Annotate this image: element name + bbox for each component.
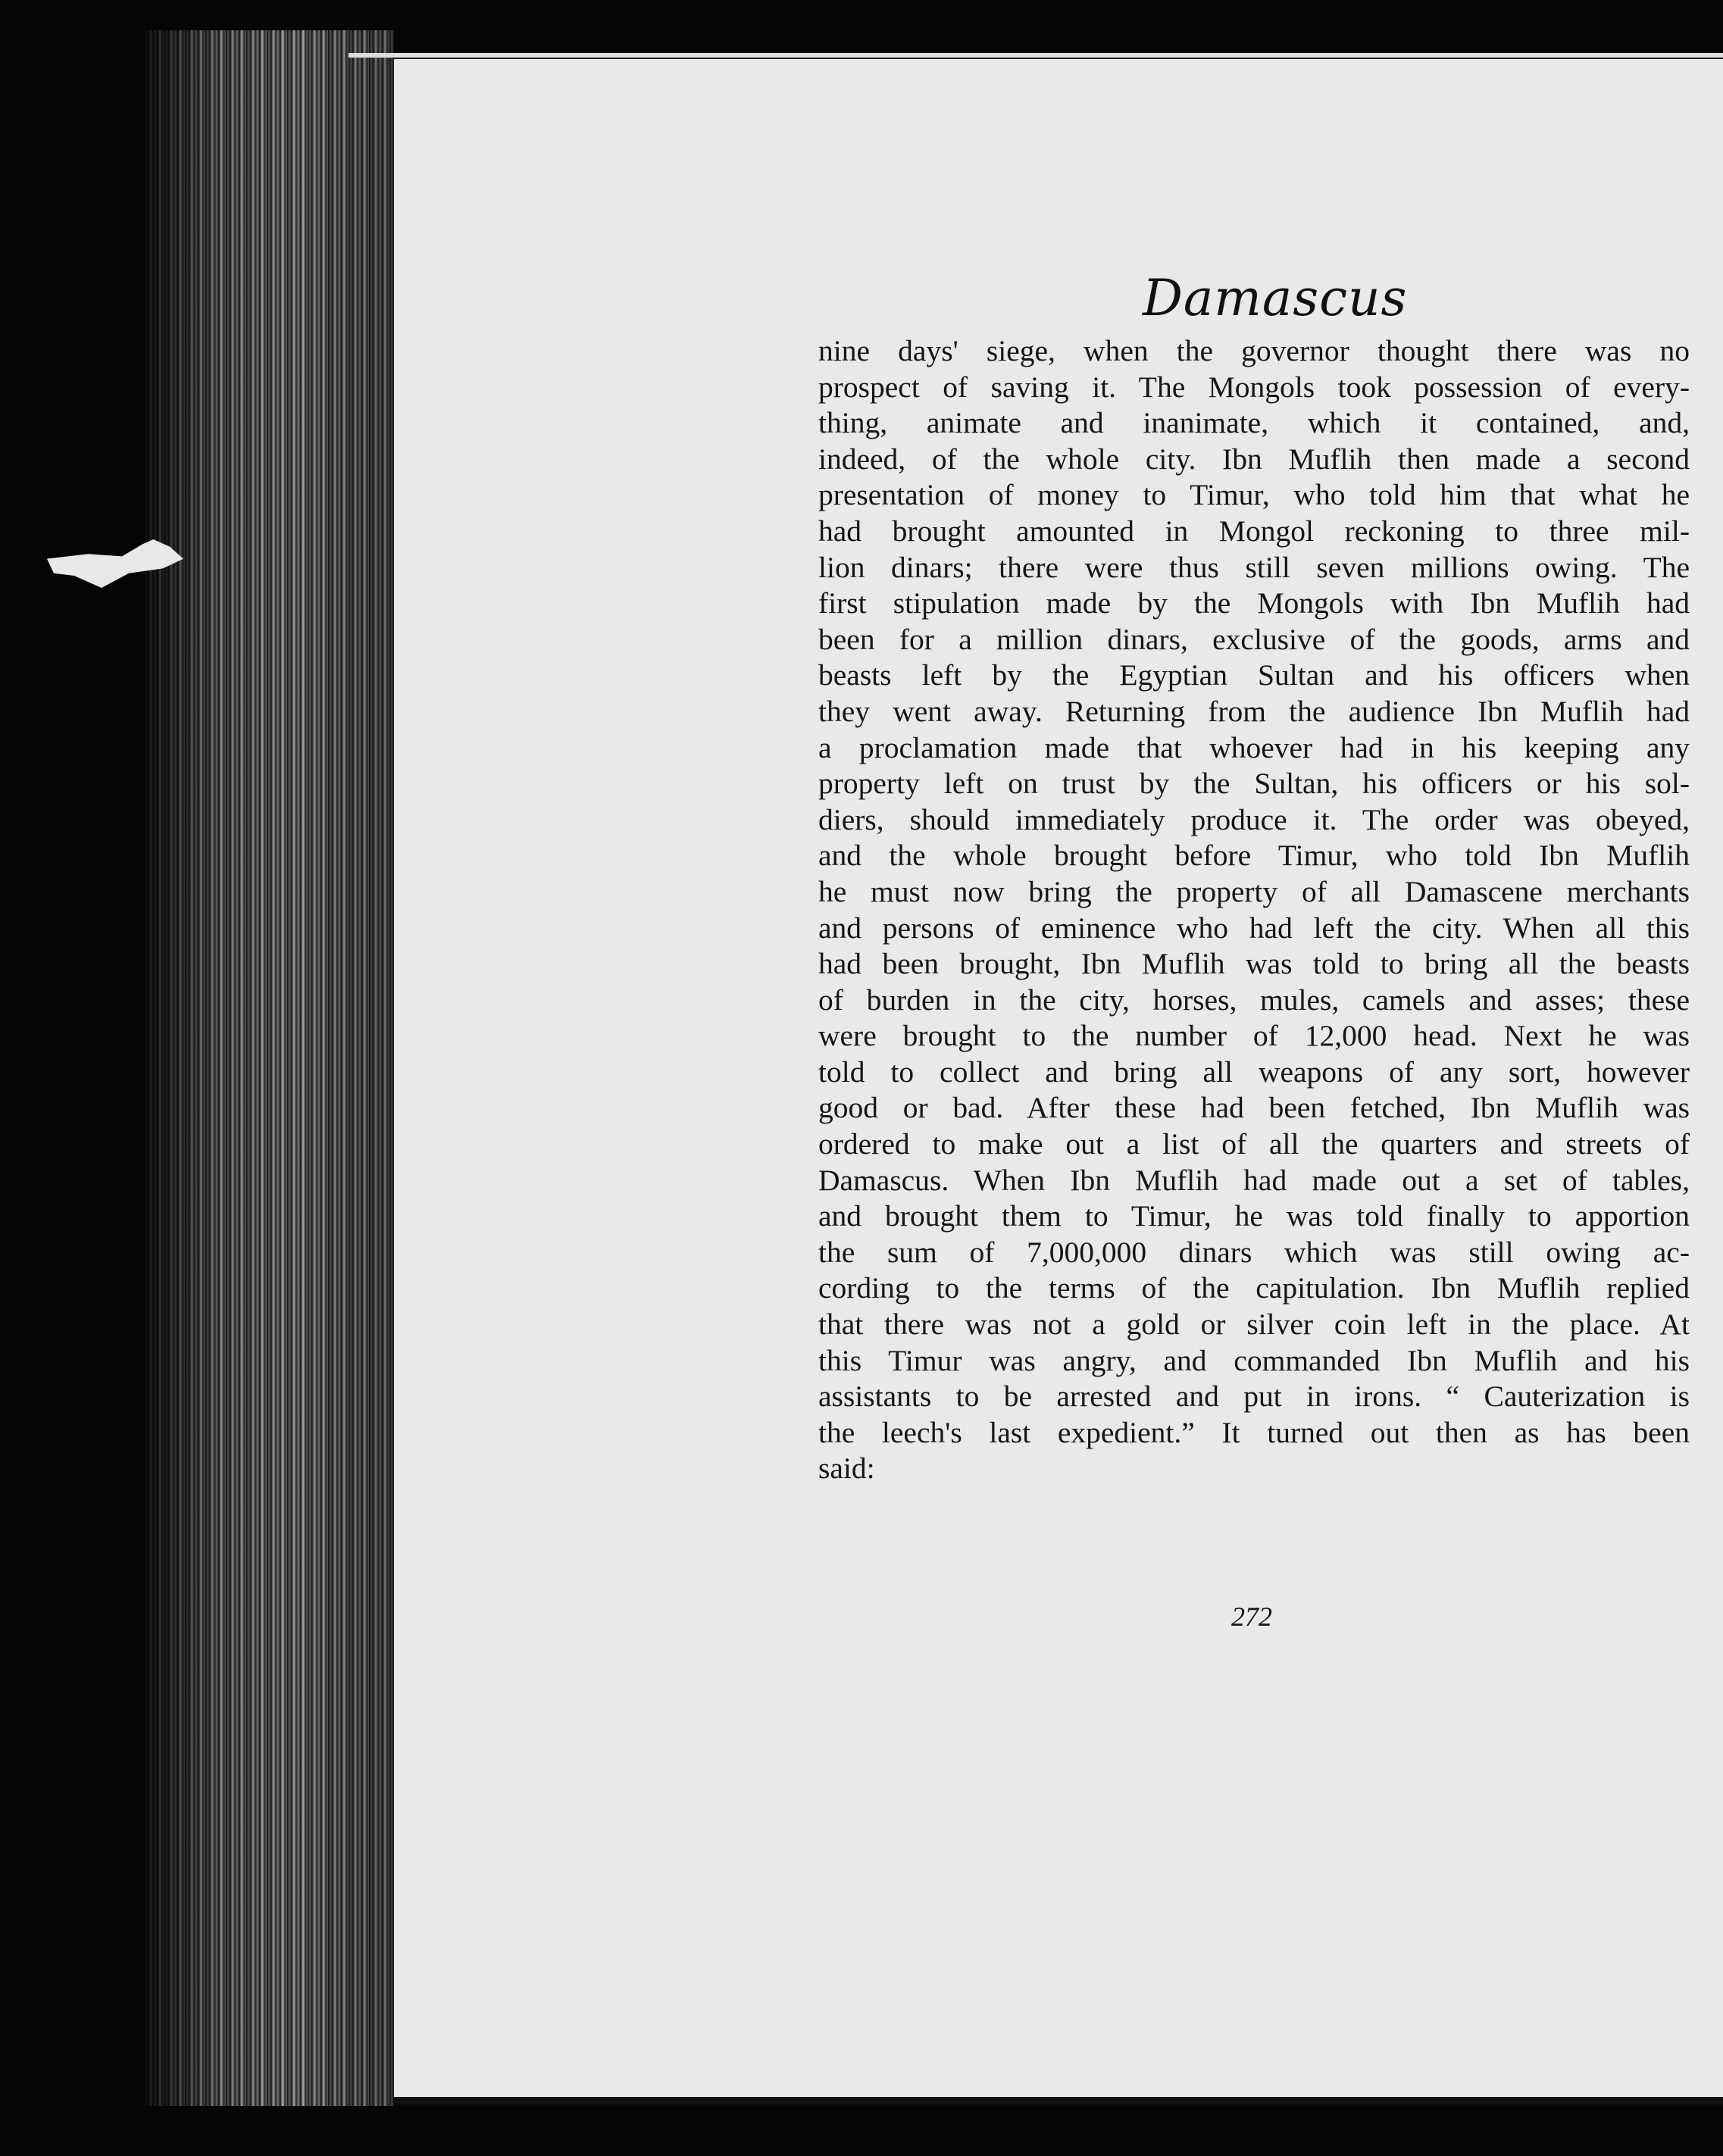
text-line: had been brought, Ibn Muflih was told to bring all the beasts [818, 947, 1690, 981]
text-line: and persons of eminence who had left the city. When all this [818, 911, 1690, 945]
text-line: told to collect and bring all weapons of any sort, however [818, 1055, 1690, 1089]
running-head: Damascus [1143, 269, 1408, 327]
text-line: and the whole brought before Timur, who told Ibn Muflih [818, 839, 1690, 873]
text-line: the leech's last expedient.” It turned out then as has been [818, 1415, 1690, 1449]
page-bottom-edge [394, 2097, 1723, 2104]
text-line: been for a million dinars, exclusive of the goods, arms and [818, 622, 1690, 656]
text-line: thing, animate and inanimate, which it contained, and, [818, 406, 1690, 440]
page-number: 272 [1231, 1601, 1272, 1632]
text-line: the sum of 7,000,000 dinars which was still owing ac- [818, 1235, 1690, 1269]
text-line: ordered to make out a list of all the quarters and streets of [818, 1127, 1690, 1161]
text-line: assistants to be arrested and put in irons. “ Cauterization is [818, 1380, 1690, 1414]
text-line: indeed, of the whole city. Ibn Muflih then made a second [818, 442, 1690, 476]
text-line: first stipulation made by the Mongols with Ibn Muflih had [818, 586, 1690, 620]
text-line: cording to the terms of the capitulation. Ibn Muflih replied [818, 1271, 1690, 1305]
text-line: of burden in the city, horses, mules, camels and asses; these [818, 983, 1690, 1017]
text-line: prospect of saving it. The Mongols took possession of every- [818, 370, 1690, 404]
text-line: he must now bring the property of all Damascene merchants [818, 874, 1690, 908]
text-line: good or bad. After these had been fetched, Ibn Muflih was [818, 1091, 1690, 1125]
text-line: lion dinars; there were thus still seven millions owing. The [818, 550, 1690, 584]
text-line: they went away. Returning from the audience Ibn Muflih had [818, 694, 1690, 728]
text-line: presentation of money to Timur, who told him that what he [818, 478, 1690, 512]
text-line: had brought amounted in Mongol reckoning to three mil- [818, 514, 1690, 548]
text-line: diers, should immediately produce it. The order was obeyed, [818, 802, 1690, 836]
fore-edge-shadow [144, 30, 394, 2106]
text-line: and brought them to Timur, he was told finally to apportion [818, 1199, 1690, 1233]
text-line: property left on trust by the Sultan, his officers or his sol- [818, 767, 1690, 801]
text-line: beasts left by the Egyptian Sultan and his officers when [818, 658, 1690, 692]
text-line: this Timur was angry, and commanded Ibn Muflih and his [818, 1343, 1690, 1377]
body-text [818, 333, 1690, 1487]
text-line: a proclamation made that whoever had in his keeping any [818, 730, 1690, 764]
text-line: nine days' siege, when the governor thought there was no [818, 334, 1690, 367]
text-line: that there was not a gold or silver coin left in the place. At [818, 1308, 1690, 1342]
text-line: Damascus. When Ibn Muflih had made out a set of tables, [818, 1163, 1690, 1197]
text-line: were brought to the number of 12,000 head. Next he was [818, 1019, 1690, 1053]
text-line: said: [818, 1451, 875, 1486]
page-top-edge [349, 53, 1723, 58]
